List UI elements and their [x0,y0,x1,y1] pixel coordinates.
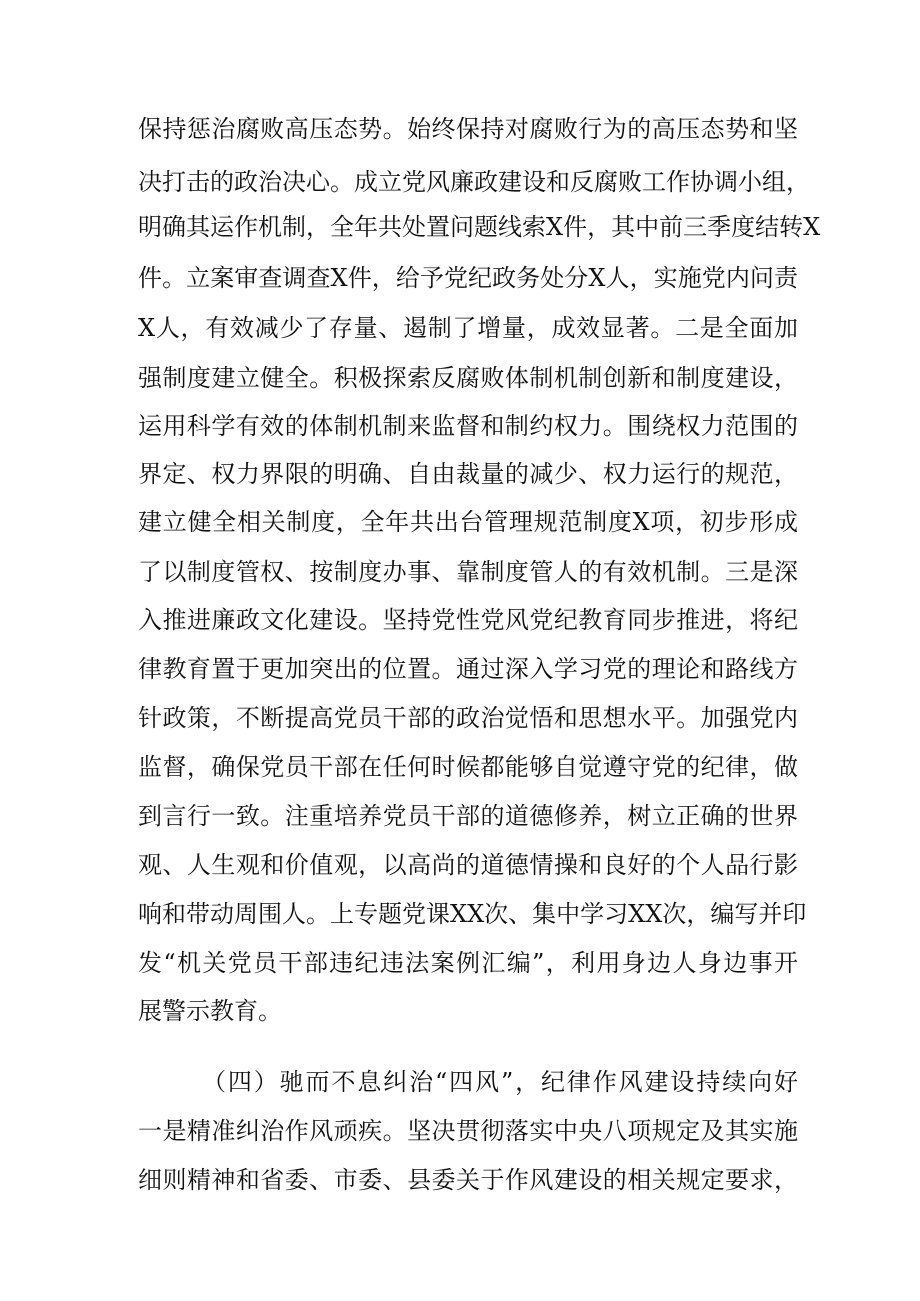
text-line: 观、人生观和价值观，以高尚的道德情操和良好的个人品行影 [138,851,798,879]
section-heading: （四）驰而不息纠治“四风”，纪律作风建设持续向好 [202,1068,798,1096]
text-line: 发“机关党员干部违纪违法案例汇编”，利用身边人身边事开 [138,949,798,977]
text-line: 律教育置于更加突出的位置。通过深入学习党的理论和路线方 [138,655,798,683]
text-line: 监督，确保党员干部在任何时候都能够自觉遵守党的纪律，做 [138,753,798,781]
text-line: 针政策，不断提高党员干部的政治觉悟和思想水平。加强党内 [138,704,798,732]
text-line: 入推进廉政文化建设。坚持党性党风党纪教育同步推进，将纪 [138,606,798,634]
text-line: 到言行一致。注重培养党员干部的道德修养，树立正确的世界 [138,802,798,830]
text-line: 建立健全相关制度，全年共出台管理规范制度X项，初步形成 [138,508,798,536]
text-line: 保持惩治腐败高压态势。始终保持对腐败行为的高压态势和坚 [138,115,798,143]
text-line: 细则精神和省委、市委、县委关于作风建设的相关规定要求， [138,1166,798,1194]
text-line: 件。立案审查调查X件，给予党纪政务处分X人，实施党内问责 [138,264,798,292]
text-line: 一是精准纠治作风顽疾。坚决贯彻落实中央八项规定及其实施 [138,1117,798,1145]
text-line: 响和带动周围人。上专题党课XX次、集中学习XX次，编写并印 [138,900,807,928]
text-line: 明确其运作机制，全年共处置问题线索X件，其中前三季度结转X [138,213,821,241]
text-line: 运用科学有效的体制机制来监督和制约权力。围绕权力范围的 [138,412,798,440]
text-line: 展警示教育。 [138,997,282,1025]
text-line: 界定、权力界限的明确、自由裁量的减少、权力运行的规范， [138,460,798,488]
text-line: 了以制度管权、按制度办事、靠制度管人的有效机制。三是深 [138,558,798,586]
text-line: 决打击的政治决心。成立党风廉政建设和反腐败工作协调小组， [138,168,810,196]
text-line: X人，有效减少了存量、遏制了增量，成效显著。二是全面加 [138,314,798,342]
text-line: 强制度建立健全。积极探索反腐败体制机制创新和制度建设， [138,364,798,392]
